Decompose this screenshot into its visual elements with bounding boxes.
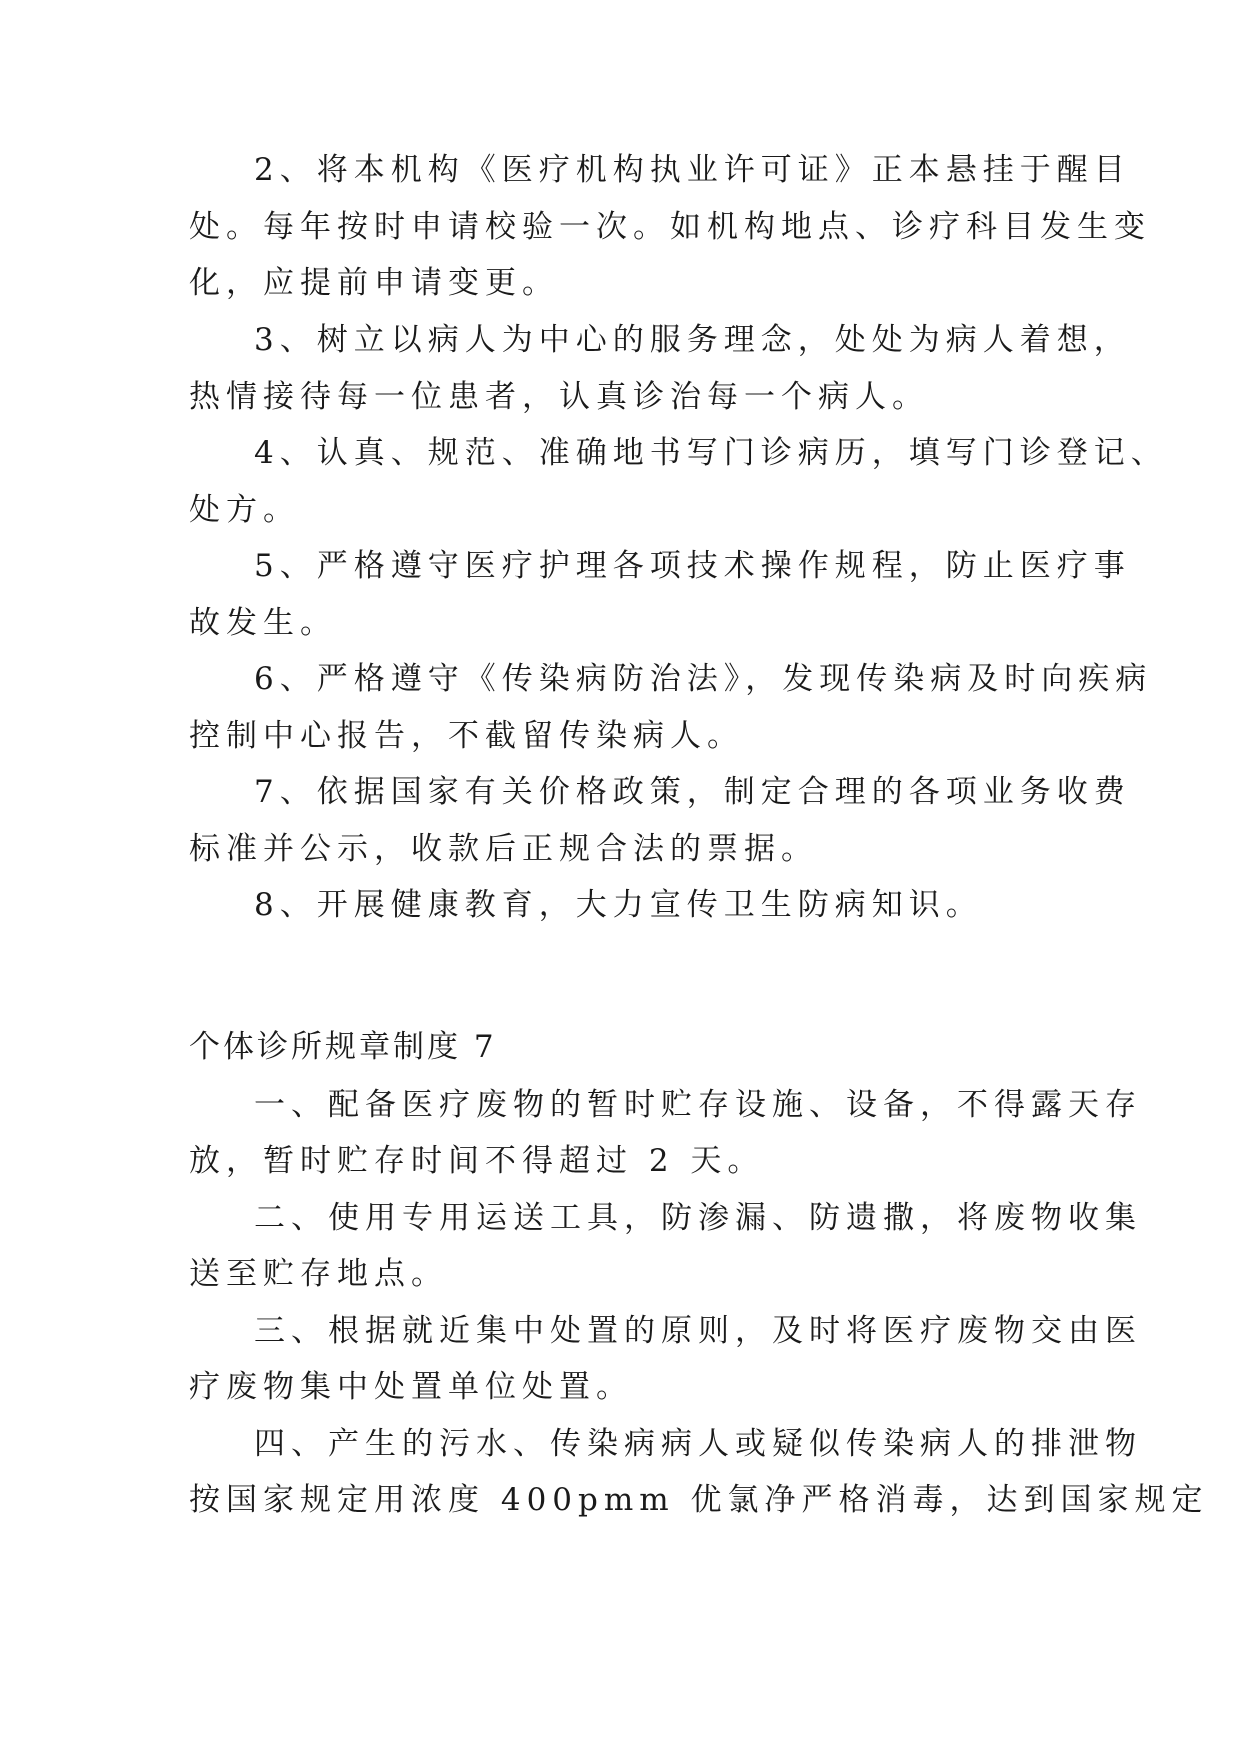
- paragraph-line: 4、认真、规范、准确地书写门诊病历，填写门诊登记、: [254, 435, 1168, 471]
- paragraph-line: 三、根据就近集中处置的原则，及时将医疗废物交由医: [254, 1313, 1142, 1349]
- paragraph-line: 3、树立以病人为中心的服务理念，处处为病人着想，: [254, 322, 1131, 358]
- paragraph-line: 5、严格遵守医疗护理各项技术操作规程，防止医疗事: [254, 548, 1131, 584]
- paragraph-line: 四、产生的污水、传染病病人或疑似传染病人的排泄物: [254, 1426, 1142, 1462]
- paragraph-line: 故发生。: [189, 605, 337, 641]
- paragraph-line: 按国家规定用浓度 400pmm 优氯净严格消毒，达到国家规定: [189, 1482, 1209, 1518]
- paragraph-line: 送至贮存地点。: [189, 1256, 448, 1292]
- paragraph-line: 化，应提前申请变更。: [189, 265, 559, 301]
- paragraph-line: 二、使用专用运送工具，防渗漏、防遗撒，将废物收集: [254, 1200, 1142, 1236]
- paragraph-line: 6、严格遵守《传染病防治法》，发现传染病及时向疾病: [254, 661, 1153, 697]
- paragraph-line: 处方。: [189, 492, 300, 528]
- paragraph-line: 热情接待每一位患者，认真诊治每一个病人。: [189, 379, 929, 415]
- paragraph-line: 标准并公示，收款后正规合法的票据。: [189, 831, 818, 867]
- paragraph-line: 2、将本机构《医疗机构执业许可证》正本悬挂于醒目: [254, 152, 1131, 188]
- paragraph-line: 8、开展健康教育，大力宣传卫生防病知识。: [254, 887, 983, 923]
- paragraph-line: 放，暂时贮存时间不得超过 2 天。: [189, 1143, 765, 1179]
- paragraph-line: 一、配备医疗废物的暂时贮存设施、设备，不得露天存: [254, 1087, 1142, 1123]
- paragraph-line: 控制中心报告，不截留传染病人。: [189, 718, 744, 754]
- paragraph-line: 7、依据国家有关价格政策，制定合理的各项业务收费: [254, 774, 1131, 810]
- section-heading: 个体诊所规章制度 7: [189, 1029, 497, 1065]
- paragraph-line: 处。每年按时申请校验一次。如机构地点、诊疗科目发生变: [189, 209, 1151, 245]
- paragraph-line: 疗废物集中处置单位处置。: [189, 1369, 633, 1405]
